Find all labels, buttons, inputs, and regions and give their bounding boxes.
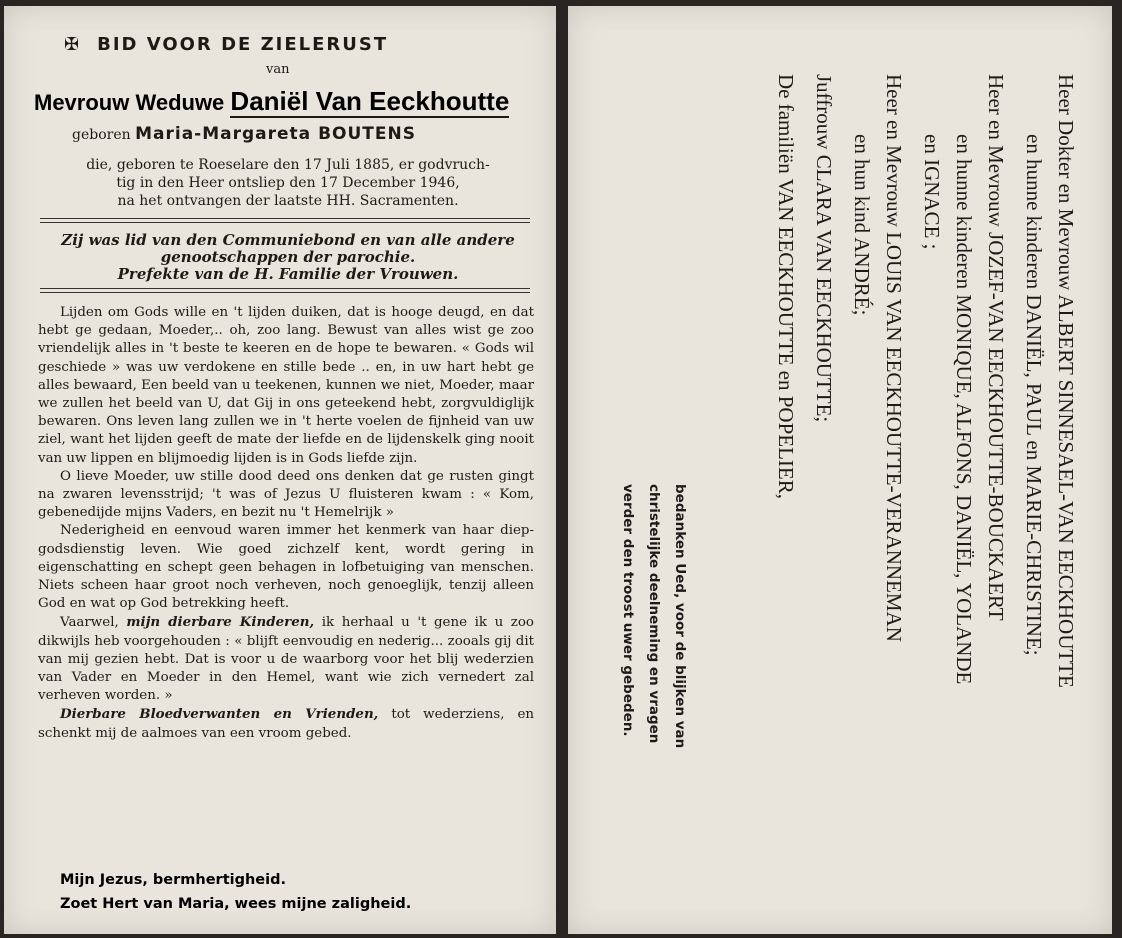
- farewell-lead: Vaarwel,: [60, 615, 119, 631]
- family-line: Heer en Mevrouw LOUIS VAN EECKHOUTTE-VERANNEMAN: [882, 74, 906, 642]
- prayer-line-1: Mijn Jezus, bermhertigheid.: [60, 872, 286, 888]
- family-line: en hun kind ANDRÉ;: [850, 134, 874, 316]
- family-line: Juffrouw CLARA VAN EECKHOUTTE;: [812, 74, 836, 423]
- prayer-line-2: Zoet Hert van Maria, wees mijne zaligheid.: [60, 896, 412, 912]
- family-line: De familiën VAN EECKHOUTTE en POPELIER,: [774, 74, 798, 500]
- relatives-paragraph: [38, 705, 534, 742]
- family-line: Heer en Mevrouw JOZEF-VAN EECKHOUTTE-BOUCKAERT: [984, 74, 1008, 621]
- member-line: Zij was lid van den Communiebond en van alle andere: [61, 231, 515, 249]
- relatives-emphasis: Dierbare Bloedverwanten en Vrienden,: [60, 706, 379, 723]
- body-paragraph: Nederigheid en eenvoud waren immer het kenmerk van haar diep-godsdienstig leven. Wie goed zichzelf kent, wordt gering in eigenschatting en schept geen behagen in lofbetuiging van menschen. Niets scheen haar groot noch verheven, noch genoeglijk, tenzij alleen God en wat op God betrekking heeft.: [38, 523, 534, 612]
- body-paragraph: Lijden om Gods wille en 't lijden duiken, dat is hooge deugd, en dat hebt ge gedaan, Moeder,.. oh, zoo lang. Bewust van alles wist ge zoo vriendelijk alles in 't beste te keeren en de hope te bewaren. « Gods wil geschiede » was uw verdokene en stille bede .. en, in uw hart hebt ge alles bewaard, Een beeld van u teekenen, kunnen we niet, Moeder, maar we zullen het beeld van U, dat Gij in ons geteekend hebt, zorgvuldiglijk bewaren. Ons leven lang zullen we in 't herte voelen de fijnheid van uw ziel, want het lijden geeft de mate der liefde en de lijdenskelk ging nooit van uw lippen en blijmoedig lijden is in Gods liefde zijn.: [38, 305, 534, 466]
- family-line: Heer Dokter en Mevrouw ALBERT SINNESAEL-VAN EECKHOUTTE: [1054, 74, 1078, 688]
- farewell-rest: ik herhaal u 't gene ik u zoo dikwijls heb voorgehouden : « blijft eenvoudig en nederig... zooals gij dit van mij gezien hebt. Dat is voor u de waarborg voor het blij wederzien van Vader en Moeder in den Hemel, want wie zich vernedert zal verheven worden. »: [38, 615, 534, 704]
- divider-line: [40, 218, 530, 223]
- membership-text: [38, 232, 538, 283]
- card-header: [64, 34, 388, 55]
- right-rotated-text: [540, 74, 1080, 926]
- intro-line: tig in den Heer ontsliep den 17 December 1946,: [116, 175, 460, 191]
- van-text: van: [266, 62, 290, 77]
- born-prefix: geboren: [72, 127, 131, 143]
- body-paragraph: O lieve Moeder, uw stille dood deed ons denken dat ge rusten gingt na zwaren levensstrijd; 't was of Jezus U fluisteren kwam : « Kom, gebenedijde mijns Vaders, en bezit nu 't Hemelrijk »: [38, 468, 534, 521]
- title-name: Daniël Van Eeckhoutte: [230, 86, 510, 116]
- intro-line: die, geboren te Roeselare den 17 Juli 1885, er godvruch-: [86, 157, 490, 173]
- divider-line: [40, 288, 530, 293]
- thanks-line: verder den troost uwer gebeden.: [620, 484, 636, 737]
- farewell-emphasis: mijn dierbare Kinderen,: [126, 614, 315, 631]
- family-line: en hunne kinderen MONIQUE, ALFONS, DANIËL, YOLANDE: [952, 134, 976, 685]
- body-text: [38, 304, 534, 743]
- member-line: genootschappen der parochie.: [160, 248, 416, 266]
- title-prefix: Mevrouw Weduwe: [34, 90, 225, 115]
- family-line: en IGNACE ;: [920, 134, 944, 250]
- header-text: BID VOOR DE ZIELERUST: [97, 34, 389, 55]
- member-line: Prefekte van de H. Familie der Vrouwen.: [117, 265, 459, 283]
- born-name: Maria-Margareta BOUTENS: [135, 124, 416, 144]
- left-card-page: [4, 6, 556, 934]
- born-line: [72, 124, 416, 144]
- cross-icon: ✠: [64, 34, 82, 55]
- intro-line: na het ontvangen der laatste HH. Sacramenten.: [117, 193, 459, 209]
- farewell-paragraph: [38, 613, 534, 705]
- thanks-line: bedanken Ued, voor de blijken van: [672, 484, 688, 749]
- intro-text: [38, 156, 538, 210]
- relatives-rest: tot wederziens, en schenkt mij de aalmoes van een vroom gebed.: [38, 707, 535, 741]
- deceased-title: [34, 86, 509, 117]
- thanks-line: christelijke deelneming en vragen: [646, 484, 662, 744]
- family-line: en hunne kinderen DANIËL, PAUL en MARIE-CHRISTINE;: [1022, 134, 1046, 656]
